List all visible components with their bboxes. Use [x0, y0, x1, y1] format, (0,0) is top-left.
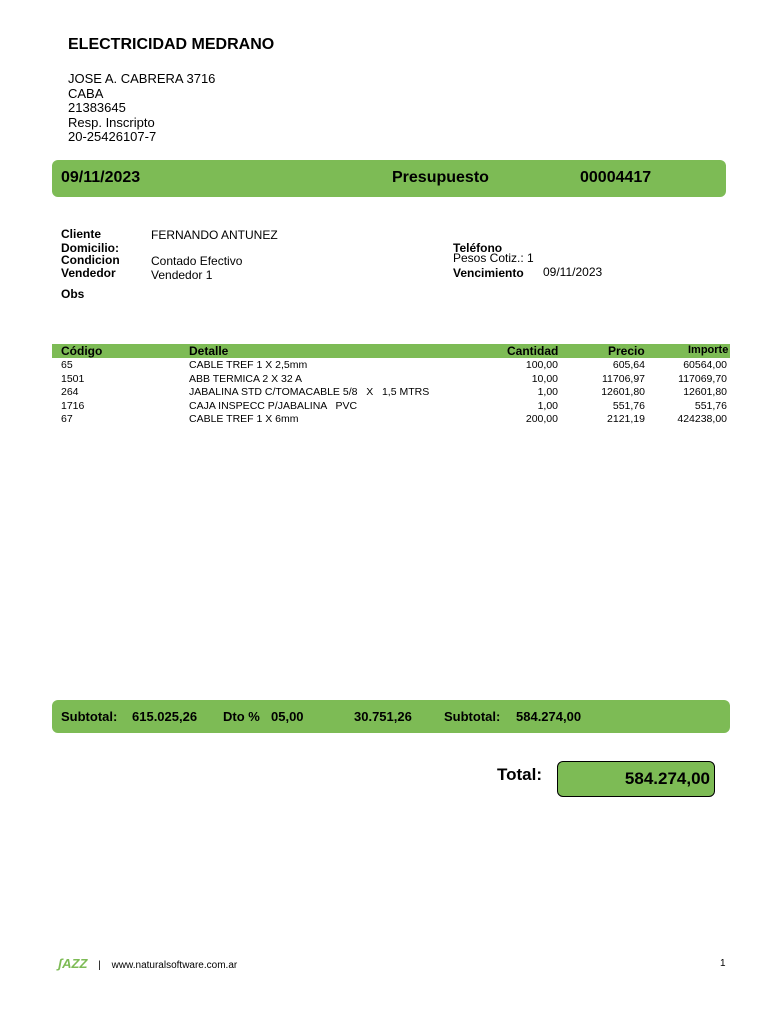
totals-bar: [52, 700, 730, 733]
cell-importe: 60564,00: [683, 359, 727, 371]
subtotal2-label: Subtotal:: [444, 709, 501, 724]
cell-importe: 551,76: [694, 399, 727, 412]
condicion-value: Contado Efectivo: [151, 254, 243, 268]
vendedor-value: Vendedor 1: [151, 268, 213, 282]
col-detalle: Detalle: [189, 344, 229, 358]
cliente-label: Cliente: [61, 227, 102, 241]
jazz-logo: ʃAZZ: [58, 956, 88, 971]
table-row: [52, 400, 730, 414]
doc-date: 09/11/2023: [61, 169, 141, 186]
cell-cantidad: 100,00: [525, 359, 558, 371]
col-codigo: Código: [61, 344, 103, 358]
table-row: [52, 386, 730, 400]
vendedor-label: Vendedor: [61, 266, 116, 280]
cell-precio: 2121,19: [607, 413, 645, 426]
cell-precio: 12601,80: [601, 386, 645, 399]
footer: [58, 956, 237, 971]
cell-cantidad: 1,00: [537, 399, 558, 412]
cell-cantidad: 10,00: [531, 372, 558, 385]
cell-cantidad: 200,00: [525, 413, 558, 426]
dto-label: Dto %: [223, 709, 260, 724]
obs-label: Obs: [61, 287, 85, 301]
cell-detalle: CAJA INSPECC P/JABALINA PVC: [189, 399, 358, 412]
table-header: [52, 344, 730, 358]
cell-cantidad: 1,00: [537, 386, 558, 399]
vencimiento-label: Vencimiento: [453, 266, 524, 280]
total-label: Total:: [497, 765, 543, 784]
cell-codigo: 65: [61, 359, 73, 371]
condicion-label: Condicion: [61, 253, 120, 267]
vencimiento-value: 09/11/2023: [543, 265, 603, 279]
dto-value: 05,00: [271, 709, 304, 724]
company-name: ELECTRICIDAD MEDRANO: [68, 36, 275, 53]
cell-codigo: 264: [61, 386, 79, 399]
table-body: [52, 359, 730, 427]
telefono-label: Teléfono: [453, 241, 503, 255]
cell-precio: 11706,97: [601, 372, 645, 385]
cell-precio: 605,64: [612, 359, 645, 371]
subtotal-label: Subtotal:: [61, 709, 118, 724]
header-bar: [52, 160, 726, 197]
domicilio-label: Domicilio:: [61, 241, 120, 255]
cell-importe: 12601,80: [683, 386, 727, 399]
footer-separator: |: [98, 960, 101, 971]
col-precio: Precio: [608, 344, 645, 358]
cell-importe: 424238,00: [677, 413, 727, 426]
cell-detalle: CABLE TREF 1 X 6mm: [189, 413, 299, 426]
total-value: 584.274,00: [624, 769, 710, 788]
total-box: [557, 761, 715, 797]
page-number: 1: [720, 958, 726, 969]
subtotal2-value: 584.274,00: [516, 709, 582, 724]
address-line: Resp. Inscripto: [68, 114, 155, 130]
cell-codigo: 67: [61, 413, 73, 426]
footer-url[interactable]: www.naturalsoftware.com.ar: [111, 960, 238, 971]
cell-detalle: ABB TERMICA 2 X 32 A: [189, 372, 303, 385]
col-importe: Importe: [688, 344, 729, 356]
company-address: [68, 72, 215, 145]
cell-codigo: 1501: [61, 372, 85, 385]
cell-detalle: JABALINA STD C/TOMACABLE 5/8 X 1,5 MTRS: [189, 386, 430, 399]
cell-codigo: 1716: [61, 399, 85, 412]
table-row: [52, 413, 730, 427]
subtotal-value: 615.025,26: [132, 709, 198, 724]
pesos-cotiz: Pesos Cotiz.: 1: [453, 251, 534, 265]
doc-number: 00004417: [580, 169, 652, 186]
table-row: [52, 359, 730, 373]
address-line: CABA: [68, 85, 104, 101]
cliente-value: FERNANDO ANTUNEZ: [151, 228, 278, 242]
cell-importe: 117069,70: [678, 372, 727, 385]
cell-detalle: CABLE TREF 1 X 2,5mm: [189, 359, 308, 371]
col-cantidad: Cantidad: [507, 344, 559, 358]
dto-amount: 30.751,26: [354, 709, 412, 724]
address-line: 21383645: [68, 100, 126, 115]
doc-type: Presupuesto: [392, 169, 489, 186]
cell-precio: 551,76: [612, 399, 645, 412]
address-line: 20-25426107-7: [68, 129, 157, 144]
table-row: [52, 373, 730, 387]
address-line: JOSE A. CABRERA 3716: [68, 71, 216, 86]
